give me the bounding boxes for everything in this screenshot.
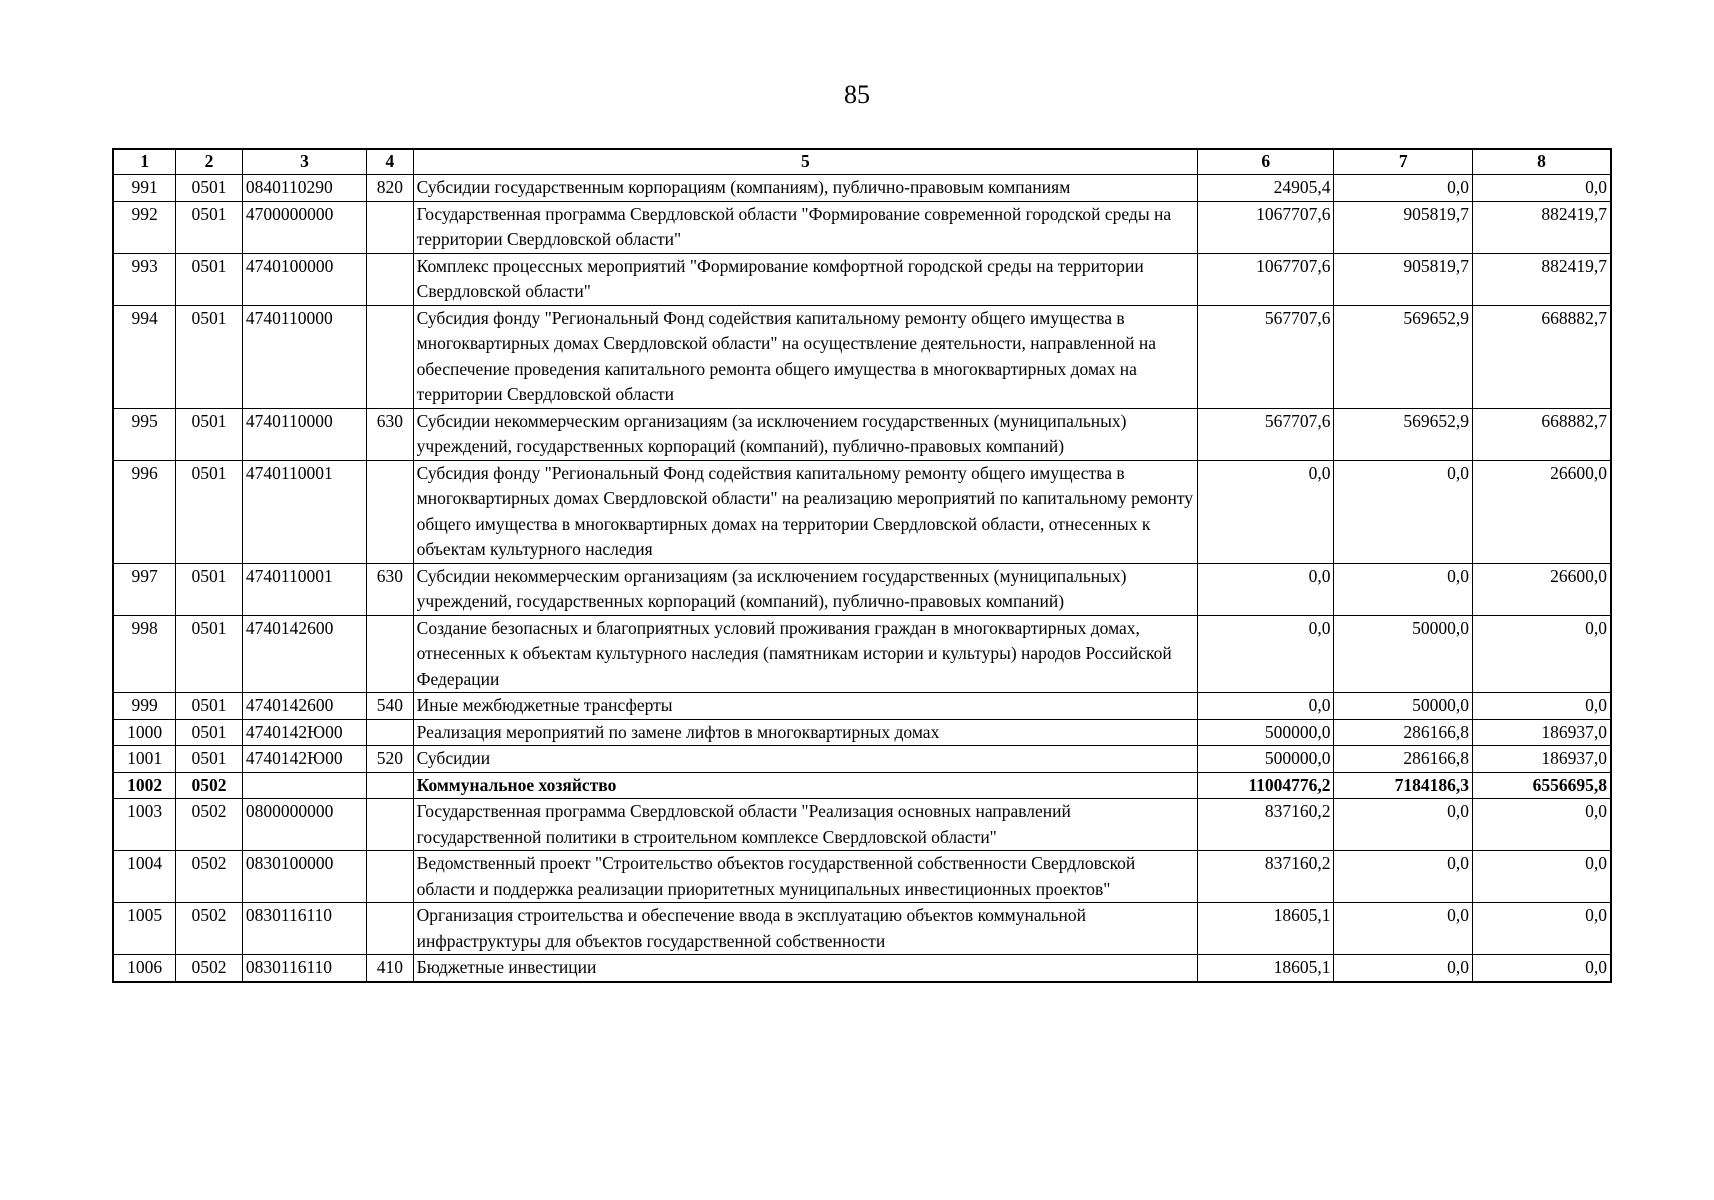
- table-row: [113, 175, 1611, 202]
- amount-col8-cell: 0,0: [1472, 799, 1611, 851]
- table-row: [113, 903, 1611, 955]
- item-name-cell: Иные межбюджетные трансферты: [413, 693, 1197, 720]
- amount-col8-cell: 882419,7: [1472, 253, 1611, 305]
- row-number-cell: 1000: [113, 719, 176, 746]
- target-article-cell: 4740100000: [242, 253, 366, 305]
- expense-type-cell: 820: [367, 175, 413, 202]
- expense-type-cell: [367, 772, 413, 799]
- column-header: 1: [113, 149, 176, 175]
- amount-col6-cell: 18605,1: [1198, 955, 1334, 982]
- amount-col7-cell: 50000,0: [1334, 693, 1472, 720]
- table-row: [113, 563, 1611, 615]
- item-name-cell: Субсидии государственным корпорациям (компаниям), публично-правовым компаниям: [413, 175, 1197, 202]
- amount-col6-cell: 500000,0: [1198, 719, 1334, 746]
- section-code-cell: 0502: [176, 851, 243, 903]
- row-number-cell: 999: [113, 693, 176, 720]
- amount-col8-cell: 0,0: [1472, 903, 1611, 955]
- amount-col8-cell: 882419,7: [1472, 201, 1611, 253]
- row-number-cell: 997: [113, 563, 176, 615]
- table-row: [113, 719, 1611, 746]
- item-name-cell: Организация строительства и обеспечение ввода в эксплуатацию объектов коммунальной инфраструктуры для объектов государственной собственности: [413, 903, 1197, 955]
- section-code-cell: 0501: [176, 615, 243, 693]
- target-article-cell: 0830116110: [242, 955, 366, 982]
- table-row: [113, 851, 1611, 903]
- column-header: 4: [367, 149, 413, 175]
- header-row: [113, 149, 1611, 175]
- column-header: 2: [176, 149, 243, 175]
- amount-col7-cell: 0,0: [1334, 799, 1472, 851]
- section-code-cell: 0501: [176, 719, 243, 746]
- row-number-cell: 996: [113, 460, 176, 563]
- table-row: [113, 693, 1611, 720]
- table-row: [113, 408, 1611, 460]
- expense-type-cell: [367, 799, 413, 851]
- amount-col6-cell: 837160,2: [1198, 799, 1334, 851]
- amount-col7-cell: 569652,9: [1334, 408, 1472, 460]
- item-name-cell: Субсидии: [413, 746, 1197, 773]
- item-name-cell: Создание безопасных и благоприятных условий проживания граждан в многоквартирных домах, отнесенных к объектам культурного наследия (памятникам истории и культуры) народов Российской Федерации: [413, 615, 1197, 693]
- amount-col7-cell: 286166,8: [1334, 719, 1472, 746]
- target-article-cell: 0830116110: [242, 903, 366, 955]
- target-article-cell: 0840110290: [242, 175, 366, 202]
- amount-col8-cell: 6556695,8: [1472, 772, 1611, 799]
- target-article-cell: [242, 772, 366, 799]
- row-number-cell: 994: [113, 305, 176, 408]
- target-article-cell: 4740142600: [242, 693, 366, 720]
- section-code-cell: 0501: [176, 408, 243, 460]
- section-code-cell: 0502: [176, 955, 243, 982]
- amount-col6-cell: 500000,0: [1198, 746, 1334, 773]
- amount-col8-cell: 186937,0: [1472, 719, 1611, 746]
- table-row: [113, 955, 1611, 982]
- amount-col6-cell: 0,0: [1198, 563, 1334, 615]
- target-article-cell: 4700000000: [242, 201, 366, 253]
- target-article-cell: 4740110000: [242, 305, 366, 408]
- item-name-cell: Государственная программа Свердловской области "Формирование современной городской среды на территории Свердловской области": [413, 201, 1197, 253]
- table-row: [113, 460, 1611, 563]
- amount-col8-cell: 26600,0: [1472, 460, 1611, 563]
- expense-type-cell: [367, 719, 413, 746]
- amount-col8-cell: 668882,7: [1472, 408, 1611, 460]
- amount-col6-cell: 0,0: [1198, 693, 1334, 720]
- item-name-cell: Субсидия фонду "Региональный Фонд содействия капитальному ремонту общего имущества в многоквартирных домах Свердловской области" на осуществление деятельности, направленной на обеспечение проведения капитального ремонта общего имущества в многоквартирных домах на территории Свердловской области: [413, 305, 1197, 408]
- row-number-cell: 1003: [113, 799, 176, 851]
- row-number-cell: 998: [113, 615, 176, 693]
- amount-col6-cell: 18605,1: [1198, 903, 1334, 955]
- amount-col7-cell: 569652,9: [1334, 305, 1472, 408]
- column-header: 8: [1472, 149, 1611, 175]
- amount-col6-cell: 1067707,6: [1198, 253, 1334, 305]
- item-name-cell: Государственная программа Свердловской области "Реализация основных направлений государственной политики в строительном комплексе Свердловской области": [413, 799, 1197, 851]
- item-name-cell: Субсидия фонду "Региональный Фонд содействия капитальному ремонту общего имущества в многоквартирных домах Свердловской области" на реализацию мероприятий по капитальному ремонту общего имущества в многоквартирных домах на территории Свердловской области, отнесенных к объектам культурного наследия: [413, 460, 1197, 563]
- target-article-cell: 4740110001: [242, 460, 366, 563]
- amount-col6-cell: 0,0: [1198, 460, 1334, 563]
- item-name-cell: Реализация мероприятий по замене лифтов в многоквартирных домах: [413, 719, 1197, 746]
- table-row: [113, 799, 1611, 851]
- expense-type-cell: 630: [367, 563, 413, 615]
- row-number-cell: 995: [113, 408, 176, 460]
- row-number-cell: 1001: [113, 746, 176, 773]
- table-body: [113, 175, 1611, 982]
- row-number-cell: 1004: [113, 851, 176, 903]
- amount-col8-cell: 0,0: [1472, 851, 1611, 903]
- expense-type-cell: [367, 253, 413, 305]
- budget-table: [112, 148, 1612, 983]
- table-row: [113, 253, 1611, 305]
- item-name-cell: Бюджетные инвестиции: [413, 955, 1197, 982]
- table-row: [113, 305, 1611, 408]
- target-article-cell: 0830100000: [242, 851, 366, 903]
- amount-col8-cell: 0,0: [1472, 955, 1611, 982]
- item-name-cell: Субсидии некоммерческим организациям (за исключением государственных (муниципальных) учреждений, государственных корпораций (компаний), публично-правовых компаний): [413, 563, 1197, 615]
- section-code-cell: 0501: [176, 693, 243, 720]
- amount-col7-cell: 0,0: [1334, 175, 1472, 202]
- amount-col7-cell: 905819,7: [1334, 253, 1472, 305]
- amount-col8-cell: 26600,0: [1472, 563, 1611, 615]
- expense-type-cell: [367, 903, 413, 955]
- amount-col6-cell: 11004776,2: [1198, 772, 1334, 799]
- target-article-cell: 4740110001: [242, 563, 366, 615]
- amount-col7-cell: 0,0: [1334, 955, 1472, 982]
- item-name-cell: Субсидии некоммерческим организациям (за исключением государственных (муниципальных) учреждений, государственных корпораций (компаний), публично-правовых компаний): [413, 408, 1197, 460]
- section-code-cell: 0502: [176, 772, 243, 799]
- amount-col7-cell: 50000,0: [1334, 615, 1472, 693]
- amount-col7-cell: 286166,8: [1334, 746, 1472, 773]
- amount-col7-cell: 0,0: [1334, 851, 1472, 903]
- amount-col6-cell: 567707,6: [1198, 408, 1334, 460]
- row-number-cell: 991: [113, 175, 176, 202]
- item-name-cell: Комплекс процессных мероприятий "Формирование комфортной городской среды на территории Свердловской области": [413, 253, 1197, 305]
- expense-type-cell: 630: [367, 408, 413, 460]
- table-row: [113, 772, 1611, 799]
- amount-col7-cell: 7184186,3: [1334, 772, 1472, 799]
- target-article-cell: 0800000000: [242, 799, 366, 851]
- column-header: 5: [413, 149, 1197, 175]
- column-header: 6: [1198, 149, 1334, 175]
- expense-type-cell: [367, 460, 413, 563]
- table-row: [113, 201, 1611, 253]
- section-code-cell: 0501: [176, 175, 243, 202]
- section-code-cell: 0501: [176, 746, 243, 773]
- item-name-cell: Коммунальное хозяйство: [413, 772, 1197, 799]
- expense-type-cell: 410: [367, 955, 413, 982]
- amount-col7-cell: 0,0: [1334, 460, 1472, 563]
- amount-col6-cell: 567707,6: [1198, 305, 1334, 408]
- item-name-cell: Ведомственный проект "Строительство объектов государственной собственности Свердловской области и поддержка реализации приоритетных муниципальных инвестиционных проектов": [413, 851, 1197, 903]
- section-code-cell: 0501: [176, 305, 243, 408]
- section-code-cell: 0501: [176, 563, 243, 615]
- row-number-cell: 993: [113, 253, 176, 305]
- section-code-cell: 0502: [176, 903, 243, 955]
- column-header: 3: [242, 149, 366, 175]
- target-article-cell: 4740110000: [242, 408, 366, 460]
- amount-col7-cell: 0,0: [1334, 903, 1472, 955]
- expense-type-cell: 520: [367, 746, 413, 773]
- amount-col6-cell: 1067707,6: [1198, 201, 1334, 253]
- expense-type-cell: 540: [367, 693, 413, 720]
- amount-col8-cell: 0,0: [1472, 175, 1611, 202]
- target-article-cell: 4740142Ю00: [242, 719, 366, 746]
- amount-col6-cell: 24905,4: [1198, 175, 1334, 202]
- amount-col6-cell: 0,0: [1198, 615, 1334, 693]
- section-code-cell: 0501: [176, 201, 243, 253]
- row-number-cell: 992: [113, 201, 176, 253]
- page-number: 85: [844, 80, 870, 109]
- table-row: [113, 746, 1611, 773]
- row-number-cell: 1006: [113, 955, 176, 982]
- expense-type-cell: [367, 851, 413, 903]
- target-article-cell: 4740142600: [242, 615, 366, 693]
- section-code-cell: 0502: [176, 799, 243, 851]
- section-code-cell: 0501: [176, 460, 243, 563]
- expense-type-cell: [367, 305, 413, 408]
- amount-col7-cell: 905819,7: [1334, 201, 1472, 253]
- amount-col8-cell: 0,0: [1472, 615, 1611, 693]
- amount-col8-cell: 0,0: [1472, 693, 1611, 720]
- table-row: [113, 615, 1611, 693]
- target-article-cell: 4740142Ю00: [242, 746, 366, 773]
- section-code-cell: 0501: [176, 253, 243, 305]
- amount-col8-cell: 668882,7: [1472, 305, 1611, 408]
- amount-col6-cell: 837160,2: [1198, 851, 1334, 903]
- column-header: 7: [1334, 149, 1472, 175]
- row-number-cell: 1002: [113, 772, 176, 799]
- amount-col7-cell: 0,0: [1334, 563, 1472, 615]
- amount-col8-cell: 186937,0: [1472, 746, 1611, 773]
- expense-type-cell: [367, 615, 413, 693]
- expense-type-cell: [367, 201, 413, 253]
- row-number-cell: 1005: [113, 903, 176, 955]
